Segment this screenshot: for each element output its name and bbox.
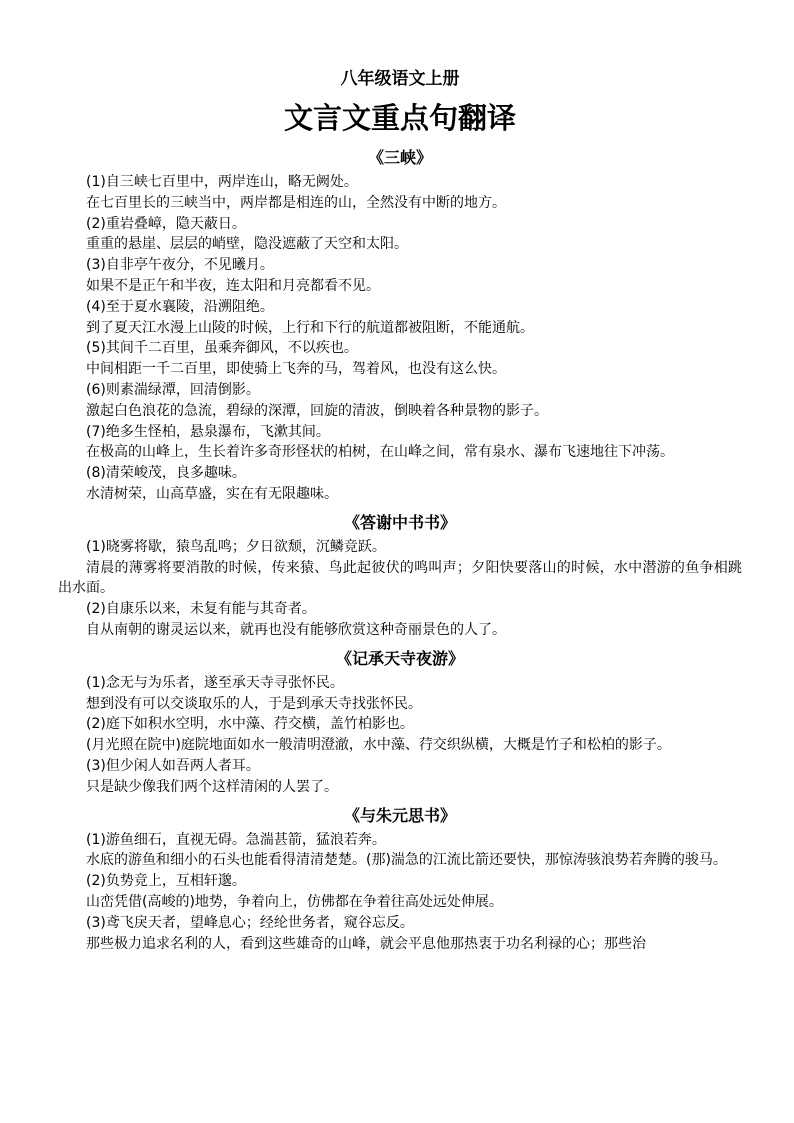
section-title: 《三峡》 — [367, 148, 432, 167]
section-title: 《答谢中书书》 — [343, 512, 456, 532]
translation: 在极高的山峰上，生长着许多奇形怪状的柏树，在山峰之间，常有泉水、瀑布飞速地往下冲荡。 — [86, 444, 674, 461]
section-sanxia — [58, 144, 742, 505]
original-sentence: (1)游鱼细石，直视无碍。急湍甚箭，猛浪若奔。 — [86, 831, 386, 848]
translation: 如果不是正午和半夜，连太阳和月亮都看不见。 — [86, 277, 380, 294]
section-zhuyuansi — [58, 802, 742, 955]
translation: 重重的悬崖、层层的峭壁，隐没遮蔽了天空和太阳。 — [86, 236, 408, 253]
original-sentence: (4)至于夏水襄陵，沿溯阻绝。 — [86, 298, 274, 315]
translation: 只是缺少像我们两个这样清闲的人罢了。 — [86, 778, 338, 795]
original-sentence: (2)庭下如积水空明，水中藻、荇交横，盖竹柏影也。 — [86, 716, 414, 733]
original-sentence: (8)清荣峻茂，良多趣味。 — [86, 465, 246, 482]
original-sentence: (1)晓雾将歇，猿鸟乱鸣；夕日欲颓，沉鳞竞跃。 — [86, 538, 386, 555]
translation: 到了夏天江水漫上山陵的时候，上行和下行的航道都被阻断，不能通航。 — [86, 319, 534, 336]
translation: 水清树荣，山高草盛，实在有无限趣味。 — [86, 485, 338, 502]
translation: 水底的游鱼和细小的石头也能看得清清楚楚。(那)湍急的江流比箭还要快，那惊涛骇浪势若奔腾的骏马。 — [86, 852, 727, 869]
original-sentence: (2)重岩叠嶂，隐天蔽日。 — [86, 215, 246, 232]
original-sentence: (3)自非亭午夜分，不见曦月。 — [86, 257, 274, 274]
translation: (月光照在院中)庭院地面如水一般清明澄澈，水中藻、荇交织纵横，大概是竹子和松柏的影子。 — [86, 737, 671, 754]
translation: 中间相距一千二百里，即使骑上飞奔的马，驾着风，也没有这么快。 — [86, 361, 506, 378]
translation: 在七百里长的三峡当中，两岸都是相连的山，全然没有中断的地方。 — [86, 194, 506, 211]
original-sentence: (1)念无与为乐者，遂至承天寺寻张怀民。 — [86, 674, 344, 691]
translation: 清晨的薄雾将要消散的时候，传来猿、鸟此起彼伏的鸣叫声；夕阳快要落山的时候，水中潜游的鱼争相跳出水面。 — [58, 559, 742, 597]
document-page — [58, 66, 742, 954]
original-sentence: (6)则素湍绿潭，回清倒影。 — [86, 381, 260, 398]
translation: 那些极力追求名利的人，看到这些雄奇的山峰，就会平息他那热衷于功名利禄的心；那些治 — [86, 935, 646, 952]
original-sentence: (2)负势竞上，互相轩邈。 — [86, 873, 246, 890]
original-sentence: (5)其间千二百里，虽乘奔御风，不以疾也。 — [86, 340, 358, 357]
document-title: 文言文重点句翻译 — [283, 101, 516, 135]
document-subtitle: 八年级语文上册 — [340, 69, 460, 89]
translation: 激起白色浪花的急流，碧绿的深潭，回旋的清波，倒映着各种景物的影子。 — [86, 402, 548, 419]
section-title: 《与朱元思书》 — [343, 805, 456, 825]
translation: 自从南朝的谢灵运以来，就再也没有能够欣赏这种奇丽景色的人了。 — [86, 621, 506, 638]
original-sentence: (3)但少闲人如吾两人者耳。 — [86, 757, 260, 774]
original-sentence: (2)自康乐以来，未复有能与其奇者。 — [86, 601, 316, 618]
section-chengtiansi — [58, 645, 742, 798]
original-sentence: (1)自三峡七百里中，两岸连山，略无阙处。 — [86, 174, 358, 190]
translation: 山峦凭借(高峻的)地势，争着向上，仿佛都在争着往高处远处伸展。 — [86, 893, 503, 910]
original-sentence: (3)鸢飞戾天者，望峰息心；经纶世务者，窥谷忘反。 — [86, 914, 414, 931]
translation: 想到没有可以交谈取乐的人，于是到承天寺找张怀民。 — [86, 695, 422, 712]
original-sentence: (7)绝多生怪柏，悬泉瀑布，飞漱其间。 — [86, 423, 330, 440]
section-daxie — [58, 509, 742, 641]
section-title: 《记承天寺夜游》 — [335, 648, 464, 668]
